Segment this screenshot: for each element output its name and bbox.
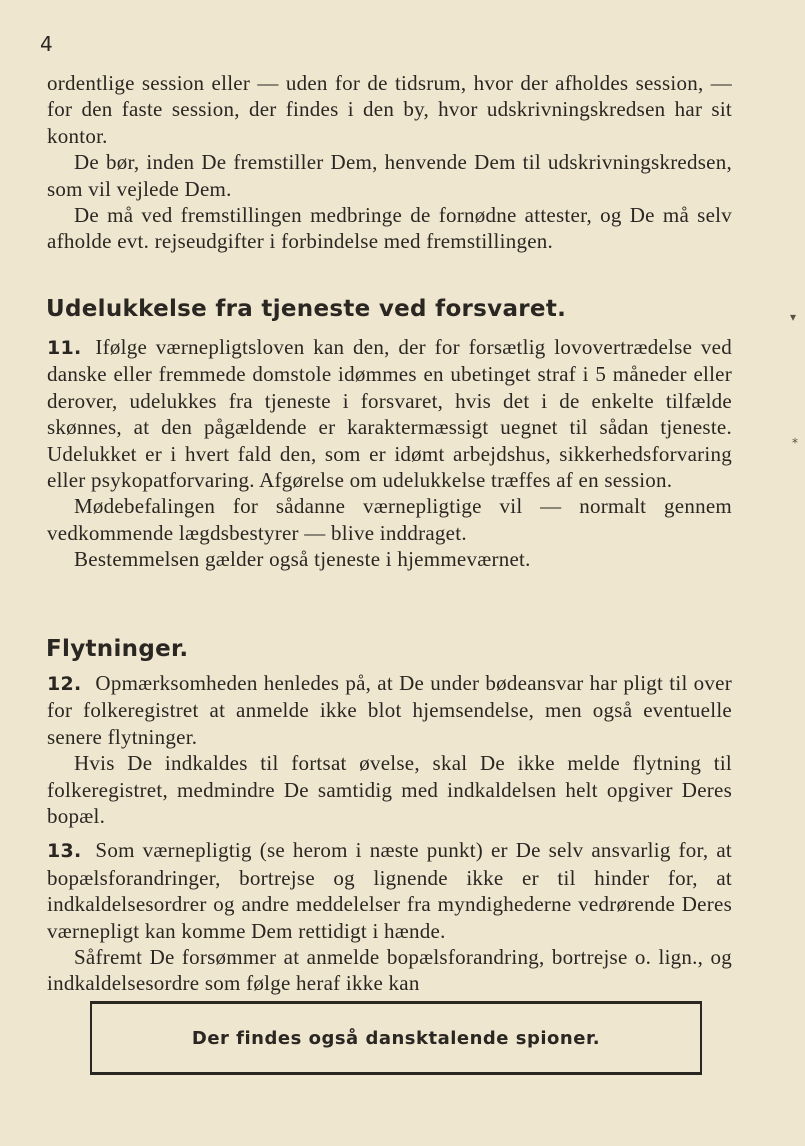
paragraph-number-12: 12. [47,673,82,695]
paragraph-13 [47,837,732,944]
margin-mark: ⁎ [792,432,798,446]
intro-paragraph-3: De må ved fremstillingen medbringe de fornødne attester, og De må selv afholde evt. rejseudgifter i forbindelse med fremstillingen. [47,203,732,254]
intro-text [47,70,732,255]
section-12-13-text [47,670,732,997]
paragraph-12-b: Hvis De indkaldes til fortsat øvelse, skal De ikke melde flytning til folkeregistret, medmindre De samtidig med indkaldelsen helt opgiver Deres bopæl. [47,751,732,829]
paragraph-12 [47,670,732,750]
section-11-text [47,334,732,573]
notice-text: Der findes også dansktalende spioner. [191,1027,601,1049]
section-heading-udelukkelse: Udelukkelse fra tjeneste ved forsvaret. [46,296,567,322]
section-heading-flytninger: Flytninger. [46,636,189,662]
paragraph-11-c: Bestemmelsen gælder også tjeneste i hjemmeværnet. [74,547,531,572]
paragraph-number-11: 11. [47,337,82,359]
intro-paragraph-1: ordentlige session eller — uden for de tidsrum, hvor der afholdes session, — for den faste session, der findes i den by, hvor udskrivningskredsen har sit kontor. [47,71,732,148]
paragraph-13-text: Som værnepligtig (se herom i næste punkt) er De selv ansvarlig for, at bopælsforandringer, bortrejse og lignende ikke er til hinder for, at indkaldelsesordrer og andre meddelelser fra myndighederne vedrørende Deres værnepligt kan komme Dem rettidigt i hænde. [47,838,732,943]
page-number: 4 [40,32,53,56]
paragraph-13-b: Såfremt De forsømmer at anmelde bopælsforandring, bortrejse o. lign., og indkaldelsesordre som følge heraf ikke kan [47,945,732,996]
notice-box [90,1001,702,1075]
paragraph-12-text: Opmærksomheden henledes på, at De under bødeansvar har pligt til over for folkeregistret at anmelde ikke blot hjemsendelse, men også eventuelle senere flytninger. [47,671,732,749]
intro-paragraph-2: De bør, inden De fremstiller Dem, henvende Dem til udskrivningskredsen, som vil vejlede Dem. [47,150,732,201]
margin-mark: ▾ [790,310,797,324]
paragraph-11 [47,334,732,493]
paragraph-11-text: Ifølge værnepligtsloven kan den, der for forsætlig lovovertrædelse ved danske eller fremmede domstole idømmes en ubetinget straf i 5 måneder eller derover, udelukkes fra tjeneste i forsvaret, hvis det i de enkelte tilfælde skønnes, at den pågældende er karaktermæssigt uegnet til sådan tjeneste. Udelukket er i hvert fald den, som er idømt arbejdshus, sikkerhedsforvaring eller psykopatforvaring. Afgørelse om udelukkelse træffes af en session. [47,335,732,493]
paragraph-11-b: Mødebefalingen for sådanne værnepligtige vil — normalt gennem vedkommende lægdsbestyrer — blive inddraget. [47,494,732,545]
paragraph-number-13: 13. [47,840,82,863]
